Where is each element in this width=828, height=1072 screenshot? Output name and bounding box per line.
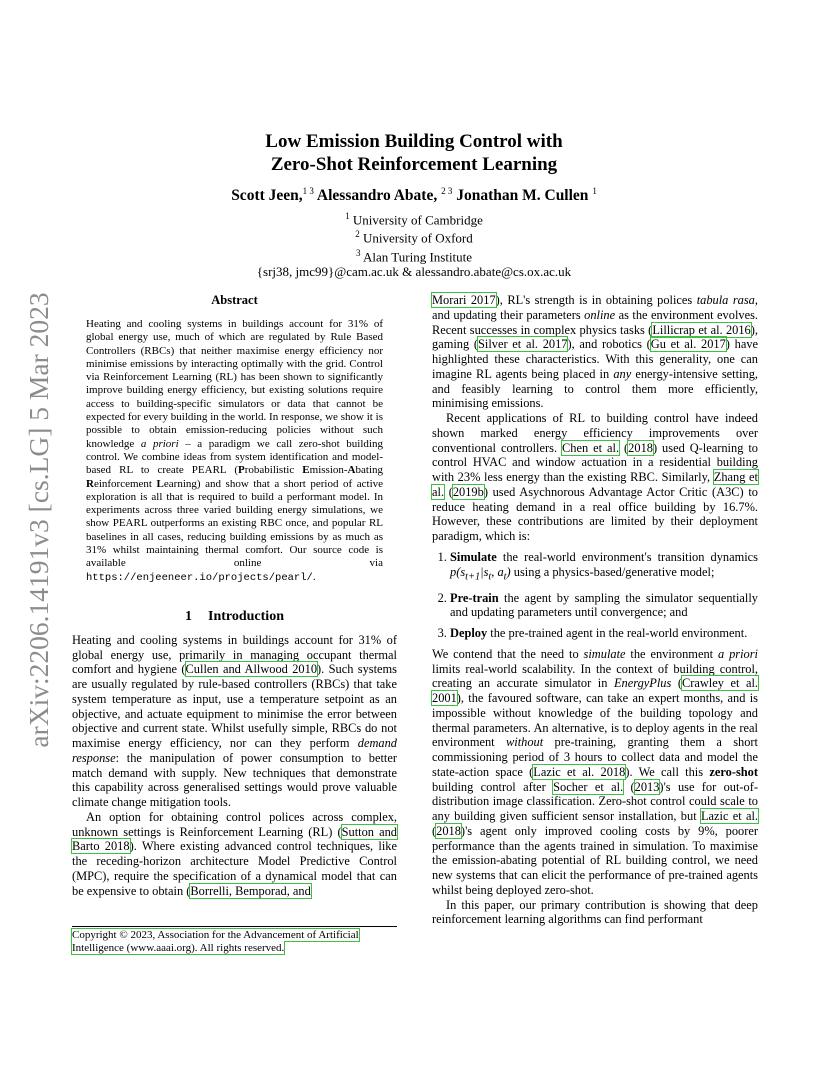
step-2-keyword: Pre-train <box>450 590 499 605</box>
pearl-rest-3: bating <box>355 464 383 477</box>
step-1-post: using a physics-based/generative model; <box>510 564 715 579</box>
citation-link-borrelli[interactable]: Borrelli, Bemporad, and <box>190 883 311 898</box>
right-p3-g: ). We call this <box>625 764 710 779</box>
right-p3-a: We contend that the need to <box>432 646 584 661</box>
citation-link-silver[interactable]: Silver et al. 2017 <box>478 337 568 352</box>
right-p3-e: ), the favoured software, can take an expert months, and is impossible without knowledge of the building topology and thermal parameters. An alternative, is to deploy agents in the real environment <box>432 691 758 750</box>
deployment-steps-list <box>432 550 758 641</box>
affiliation-3-text: Alan Turing Institute <box>362 248 473 264</box>
intro-p1-text-b: ). Such systems are usually regulated by rule-based controllers (RBCs) that take system temperature as input, use a temperature setpoint as an objective, and actuate equipment to minimise the error between objective and current state. Whilst usefully simple, RBCs do not maximise energy efficiency, nor can they perform <box>72 662 397 751</box>
right-p1-a: ), RL's strength is in obtaining polices <box>495 293 697 307</box>
abstract-part-3: ) and show that a short period of active exploration is all that is required to build a performant model. In experiments across three varied building energy simulations, we show PEARL outperforms an existing RBC once, and popular RL baselines in all cases, reducing building emissions by as much as 31% whilst maintaining thermal comfort. Our source code is available online via <box>86 477 384 570</box>
citation-link-cullen[interactable]: Cullen and Allwood 2010 <box>185 662 318 677</box>
pearl-rest-1: robabilistic <box>244 464 303 477</box>
affiliation-2-text: University of Oxford <box>362 230 473 246</box>
author-1-affil: 1 3 <box>302 186 314 196</box>
author-2-affil: 2 3 <box>441 186 453 196</box>
right-p1-g: energy-intensive setting, and feasibly learning to control them more efficiently, minimising emissions. <box>432 366 758 411</box>
copyright-notice <box>72 926 397 955</box>
formula-sub-3: t <box>503 570 507 582</box>
intro-p1-text-a: Heating and cooling systems in buildings account for 31% of global energy use, primarily in managing occupant thermal comfort and hygiene ( <box>72 632 397 677</box>
step-item-simulate <box>450 550 758 585</box>
intro-paragraph-2 <box>72 810 397 899</box>
right-p1-b: , and updating their parameters <box>432 293 758 322</box>
section-title: Introduction <box>208 608 284 624</box>
right-p3-d: ( <box>671 676 682 691</box>
intro-p1-text-c: : the manipulation of power consumption to better match demand with supply. New techniques that demonstrate this capability across generalised settings would prove valuable climate change mitigation tools. <box>72 750 397 810</box>
right-p1-em1: tabula rasa <box>696 293 755 307</box>
citation-link-lazic-2[interactable]: Lazic et al. <box>700 809 758 824</box>
section-number: 1 <box>185 608 192 624</box>
pearl-letter-p: P <box>237 464 245 477</box>
abstract-part-1: Heating and cooling systems in buildings account for 31% of global energy use, much of which are regulated by Rule Based Controllers (RBCs) that neither maximise energy efficiency nor minimise emissions by interacting optimally with the grid. Control via Reinforcement Learning (RL) has been shown to significantly improve building energy efficiency, but existing solutions require access to building-specific simulators or data that cannot be expected for every building in the world. In response, we show it is possible to obtain emission-reducing policies without such knowledge <box>86 318 383 450</box>
author-3-affil: 1 <box>592 186 597 196</box>
citation-link-socher[interactable]: Socher et al. <box>553 779 624 794</box>
arxiv-stamp-text: arXiv:2206.14191v3 [cs.LG] 5 Mar 2023 <box>23 292 54 748</box>
right-paragraph-3: We contend that the need to simulate the environment a priori limits real-world scalability. In the context of building control, creating an accurate simulator in EnergyPlus (Crawley et al. 2001), the favoured software, can take an expert months, and is impossible without knowledge of the building topology and thermal parameters. An alternative, is to deploy agents in the real environment without pre-training, granting them a short commissioning period of 3 hours to collect data and model the state-action space (Lazic et al. 2018). We call this zero-shot building control after Socher et al. (2013)'s use for out-of-distribution image classification. Zero-shot control could scale to any building given sufficient sensor installation, but Lazic et al. (2018)'s agent only improved cooling costs by 9%, poorer performance than the agents trained in simulation. To maximise the emission-abating potential of RL building control, we need new systems that can elicit the performance of pre-trained agents whilst being deployed zero-shot. <box>432 646 758 897</box>
right-paragraph-2: Recent applications of RL to building control have indeed shown marked energy efficiency improvements over conventional controllers. Chen et al. (2018) used Q-learning to control HVAC and window actuation in a residential building with 23% less energy than the existing RBC. Similarly, Zhang et al. (2019b) used Asychnorous Advantage Actor Critic (A3C) to reduce heating demand in a real office building by 16.7%. However, these contributions are limited by their deployment paradigm, which is: <box>432 411 759 543</box>
citation-link-chen[interactable]: Chen et al. <box>562 440 620 455</box>
copyright-link[interactable]: Copyright © 2023, Association for the Advancement of Artificial Intelligence (www.aaai.org). All rights reserved. <box>72 929 359 954</box>
transition-formula <box>450 564 511 582</box>
right-p1-c: as the environment evolves. Recent successes in complex physics tasks ( <box>432 307 759 337</box>
pearl-letter-r: R <box>86 477 94 490</box>
right-p3-bold: zero-shot <box>709 764 758 779</box>
formula-sub-1: t+1 <box>465 570 481 582</box>
right-paragraph-4: In this paper, our primary contribution is showing that deep reinforcement learning algorithms can find performant <box>432 897 758 927</box>
affiliation-1-marker: 1 <box>345 211 350 221</box>
formula-part-4: ) <box>506 564 511 579</box>
affiliation-1-text: University of Cambridge <box>352 212 483 228</box>
author-list <box>0 186 828 205</box>
citation-link-lazic[interactable]: Lazic et al. 2018 <box>533 764 626 779</box>
pearl-letter-e: E <box>302 464 310 477</box>
step-3-post: the pre-trained agent in the real-world environment. <box>487 626 748 641</box>
affiliation-1 <box>0 209 828 227</box>
right-p3-f: pre-training, granting them a short commissioning period of 3 hours to collect data and model the state-action space ( <box>432 735 758 779</box>
right-p1-em2: online <box>584 307 616 322</box>
affiliation-3-marker: 3 <box>355 247 361 258</box>
affiliation-2 <box>0 227 828 245</box>
intro-p2-text-a: An option for obtaining control polices across complex, unknown settings is Reinforcement Learning (RL) ( <box>72 809 397 839</box>
abstract-heading: Abstract <box>211 293 258 307</box>
step-1-keyword: Simulate <box>450 549 497 564</box>
right-p1-em3: any <box>613 366 632 381</box>
right-p3-b: the environment <box>625 646 718 661</box>
arxiv-stamp-graphic <box>6 290 66 750</box>
right-p1-f: ) have highlighted these characteristics. With this generality, one can imagine RL agents being placed in <box>432 337 759 381</box>
formula-part-2: |s <box>480 564 489 579</box>
title-line-1: Low Emission Building Control with <box>265 131 563 152</box>
formula-part-3: , a <box>491 564 504 579</box>
right-p2-b: used Q-learning to control HVAC and window actuation in a residential building with 23% less energy than the existing RBC. Similarly, <box>432 440 758 484</box>
citation-link-chen-year[interactable]: 2018 <box>628 440 653 455</box>
author-1: Scott Jeen, <box>231 187 303 205</box>
author-3: Jonathan M. Cullen <box>456 187 589 205</box>
right-p3-em1: simulate <box>583 646 626 661</box>
right-p3-i: 's use for out-of-distribution image classification. Zero-shot control could scale to any building given sufficient sensor installation, but <box>432 779 758 824</box>
pearl-rest-5: earning <box>163 477 197 490</box>
right-column <box>432 293 758 927</box>
formula-sub-2: t <box>488 570 492 582</box>
right-p3-j: 's agent only improved cooling costs by 9%, poorer performance than the agents trained in simulation. To maximise the emission-abating potential of RL building control, we need new systems that can elicit the performance of pre-trained agents whilst being deployed zero-shot. <box>432 823 758 897</box>
right-p3-h: building control after <box>432 779 554 794</box>
abstract-emphasis: a priori <box>140 437 179 450</box>
abstract-part-4: . <box>312 570 316 583</box>
citation-link-zhang-year[interactable]: 2019b <box>452 484 484 499</box>
citation-link-gu[interactable]: Gu et al. 2017 <box>650 337 726 352</box>
right-p3-em4: without <box>506 735 544 750</box>
abstract-part-2: – a paradigm we call zero-shot building control. We combine ideas from system identification and model-based RL to create PEARL ( <box>86 437 383 477</box>
introduction-heading <box>72 609 397 625</box>
abstract-text <box>86 318 383 585</box>
citation-link-morari[interactable]: Morari 2017 <box>432 293 496 307</box>
author-2: Alessandro Abate, <box>316 187 438 205</box>
right-p3-em3: EnergyPlus <box>613 676 672 691</box>
right-paragraph-1 <box>432 293 758 411</box>
formula-part-1: p(s <box>450 564 466 579</box>
author-emails: {srj38, jmc99}@cam.ac.uk & alessandro.abate@cs.ox.ac.uk <box>256 263 572 279</box>
step-1-pre: the real-world environment's transition dynamics <box>496 549 758 564</box>
affiliation-3 <box>0 246 828 264</box>
right-p2-a: Recent applications of RL to building control have indeed shown marked energy efficiency improvements over conventional controllers. <box>432 411 758 455</box>
source-code-url[interactable]: https://enjeeneer.io/projects/pearl/ <box>86 571 313 584</box>
citation-link-sutton[interactable]: Sutton and Barto 2018 <box>72 824 397 854</box>
citation-link-zhang[interactable]: Zhang et al. <box>432 470 759 499</box>
right-p1-d: ), gaming ( <box>432 322 758 352</box>
right-p3-c: limits real-world scalability. In the context of building control, creating an accurate simulator in <box>432 661 758 691</box>
citation-link-socher-year[interactable]: 2013 <box>634 779 660 794</box>
title-line-2: Zero-Shot Reinforcement Learning <box>270 154 558 175</box>
affiliations <box>0 209 828 279</box>
citation-link-lillicrap[interactable]: Lillicrap et al. 2016 <box>652 322 751 337</box>
pearl-letter-a: A <box>347 464 356 477</box>
left-column <box>72 293 397 898</box>
pearl-rest-4: einforcement <box>93 477 157 490</box>
intro-p1-emphasis: demand response <box>72 736 397 765</box>
step-2-post: the agent by sampling the simulator sequentially and updating parameters until convergence; and <box>450 590 758 620</box>
pearl-letter-l: L <box>156 477 164 490</box>
step-3-keyword: Deploy <box>450 626 488 641</box>
affiliation-2-marker: 2 <box>355 229 360 240</box>
citation-link-crawley[interactable]: Crawley et al. 2001 <box>432 676 758 706</box>
intro-p2-text-b: ). Where existing advanced control techniques, like the receding-horizon architecture Model Predictive Control (MPC), require the specification of a dynamical model that can be expensive to obtain ( <box>72 839 397 898</box>
citation-link-lazic-2-year[interactable]: 2018 <box>436 823 461 838</box>
pearl-rest-2: mission- <box>309 464 348 477</box>
arxiv-identifier-stamp <box>6 290 66 750</box>
step-item-pretrain <box>450 591 758 621</box>
paper-title <box>0 130 828 176</box>
step-item-deploy <box>450 626 758 641</box>
intro-paragraph-1 <box>72 633 397 810</box>
right-p2-c: used Asychnorous Advantage Actor Critic (A3C) to reduce heating demand in a real office building by 16.7%. However, these contributions are limited by their deployment paradigm, which is: <box>432 484 758 543</box>
right-p3-em2: a priori <box>717 646 758 661</box>
right-p1-e: ), and robotics ( <box>567 337 651 352</box>
